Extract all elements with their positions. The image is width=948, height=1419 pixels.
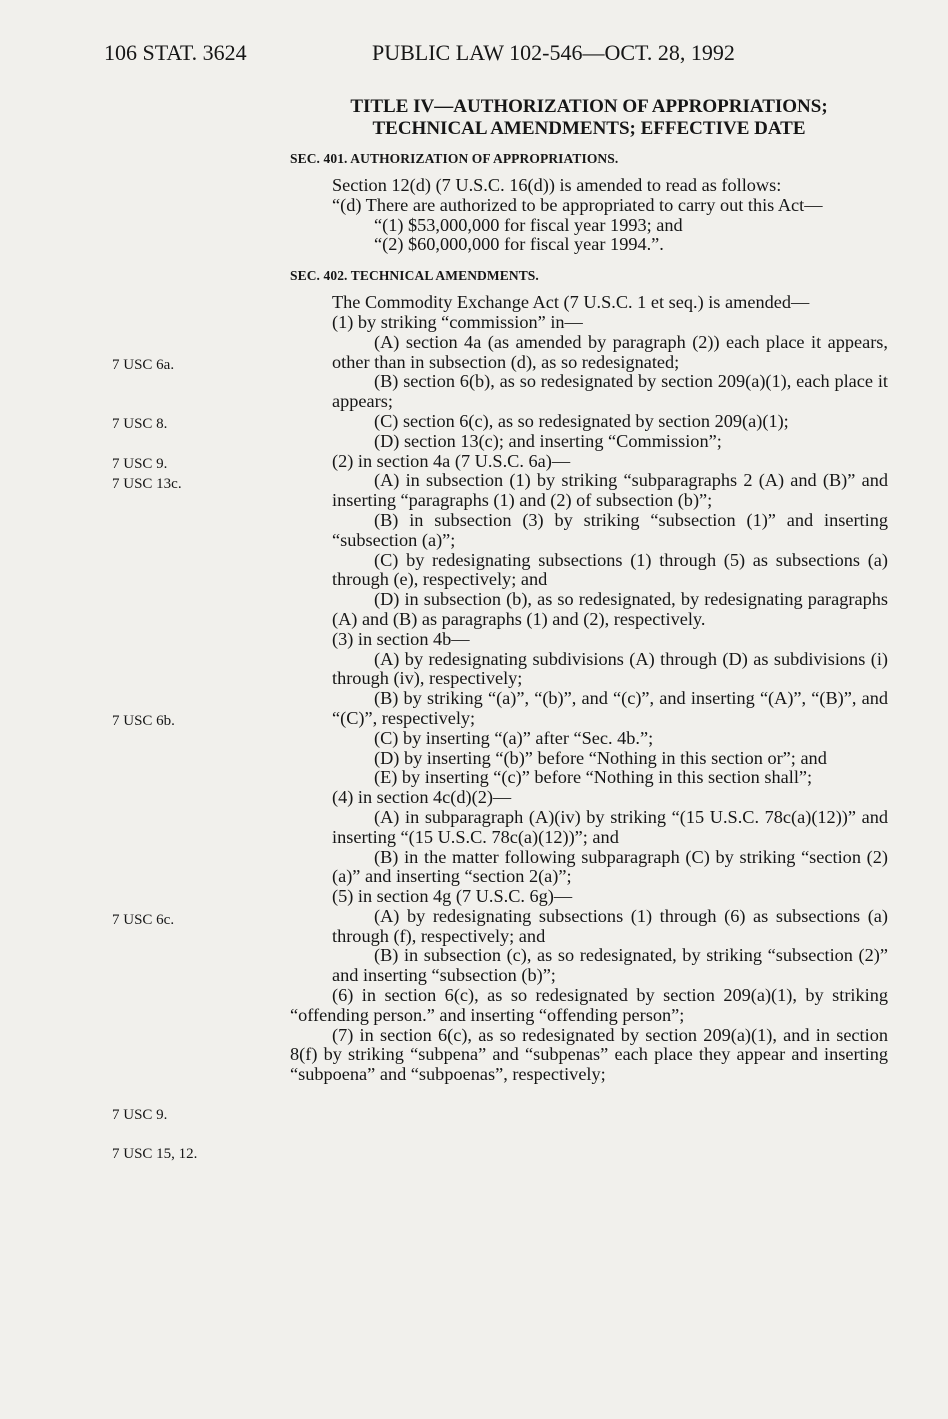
paragraph: (B) in the matter following subparagraph (C) by striking “section (2)(a)” and inserting “section 2(a)”;: [332, 846, 888, 887]
margin-note: 7 USC 15, 12.: [112, 1146, 198, 1162]
title-line: TITLE IV—AUTHORIZATION OF APPROPRIATIONS;: [350, 96, 828, 117]
document-body: [290, 96, 888, 1085]
paragraph: (C) by inserting “(a)” after “Sec. 4b.”;: [374, 727, 654, 748]
margin-note: 7 USC 13c.: [112, 476, 182, 492]
section-401-heading: SEC. 401. AUTHORIZATION OF APPROPRIATIONS.: [290, 151, 619, 166]
margin-note: 7 USC 6b.: [112, 713, 175, 729]
margin-note: 7 USC 6c.: [112, 912, 175, 928]
paragraph: (B) in subsection (3) by striking “subsection (1)” and inserting “subsection (a)”;: [332, 509, 888, 550]
paragraph: (B) section 6(b), as so redesignated by section 209(a)(1), each place it appears;: [332, 371, 888, 412]
paragraph: (2) in section 4a (7 U.S.C. 6a)—: [332, 450, 571, 471]
paragraph: “(d) There are authorized to be appropriated to carry out this Act—: [332, 194, 823, 215]
paragraph: (A) in subparagraph (A)(iv) by striking “(15 U.S.C. 78c(a)(12))” and inserting “(15 U.S.C. 78c(a)(12))”; and: [332, 806, 888, 847]
paragraph: (A) section 4a (as amended by paragraph (2)) each place it appears, other than in subsection (d), as so redesignated;: [332, 331, 888, 372]
paragraph: (C) by redesignating subsections (1) through (5) as subsections (a) through (e), respectively; and: [332, 549, 888, 590]
paragraph: (A) by redesignating subdivisions (A) through (D) as subdivisions (i) through (iv), respectively;: [332, 648, 888, 689]
paragraph: (4) in section 4c(d)(2)—: [332, 787, 512, 808]
page-header: [104, 40, 888, 74]
margin-note: 7 USC 8.: [112, 416, 168, 432]
paragraph: “(1) $53,000,000 for fiscal year 1993; and: [374, 214, 683, 235]
margin-note: 7 USC 9.: [112, 456, 168, 472]
stat-citation: 106 STAT. 3624: [104, 40, 247, 65]
paragraph: (E) by inserting “(c)” before “Nothing in this section shall”;: [374, 767, 813, 788]
margin-note: 7 USC 9.: [112, 1107, 168, 1123]
paragraph: Section 12(d) (7 U.S.C. 16(d)) is amended to read as follows:: [332, 175, 782, 195]
paragraph: (D) by inserting “(b)” before “Nothing in this section or”; and: [374, 747, 827, 768]
paragraph: (A) in subsection (1) by striking “subparagraphs 2 (A) and (B)” and inserting “paragraphs (1) and (2) of subsection (b)”;: [332, 470, 888, 511]
paragraph: (D) section 13(c); and inserting “Commission”;: [374, 430, 722, 451]
margin-note: 7 USC 6a.: [112, 357, 175, 373]
title-heading: [290, 96, 888, 140]
paragraph: (6) in section 6(c), as so redesignated by section 209(a)(1), by striking “offending person.” and inserting “offending person”;: [290, 985, 888, 1025]
section-402-heading: SEC. 402. TECHNICAL AMENDMENTS.: [290, 268, 539, 284]
paragraph: (D) in subsection (b), as so redesignated, by redesignating paragraphs (A) and (B) as paragraphs (1) and (2), respectively.: [332, 589, 888, 629]
paragraph: (A) by redesignating subsections (1) through (6) as subsections (a) through (f), respectively; and: [332, 905, 888, 946]
paragraph: (7) in section 6(c), as so redesignated by section 209(a)(1), and in section 8(f) by striking “subpena” and “subpenas” each place they appear and inserting “subpoena” and “subpoenas”, respectively;: [290, 1024, 888, 1085]
paragraph: (3) in section 4b—: [332, 628, 470, 649]
paragraph: The Commodity Exchange Act (7 U.S.C. 1 et seq.) is amended—: [332, 292, 810, 313]
paragraph: (B) by striking “(a)”, “(b)”, and “(c)”, and inserting “(A)”, “(B)”, and “(C)”, respectively;: [332, 688, 888, 728]
public-law-heading: PUBLIC LAW 102-546—OCT. 28, 1992: [372, 40, 735, 65]
title-line: TECHNICAL AMENDMENTS; EFFECTIVE DATE: [372, 118, 806, 139]
paragraph: (C) section 6(c), as so redesignated by section 209(a)(1);: [374, 410, 789, 431]
paragraph: (1) by striking “commission” in—: [332, 311, 583, 332]
paragraph: “(2) $60,000,000 for fiscal year 1994.”.: [374, 234, 664, 255]
paragraph: (5) in section 4g (7 U.S.C. 6g)—: [332, 886, 573, 907]
paragraph: (B) in subsection (c), as so redesignated, by striking “subsection (2)” and inserting “subsection (b)”;: [332, 945, 888, 986]
